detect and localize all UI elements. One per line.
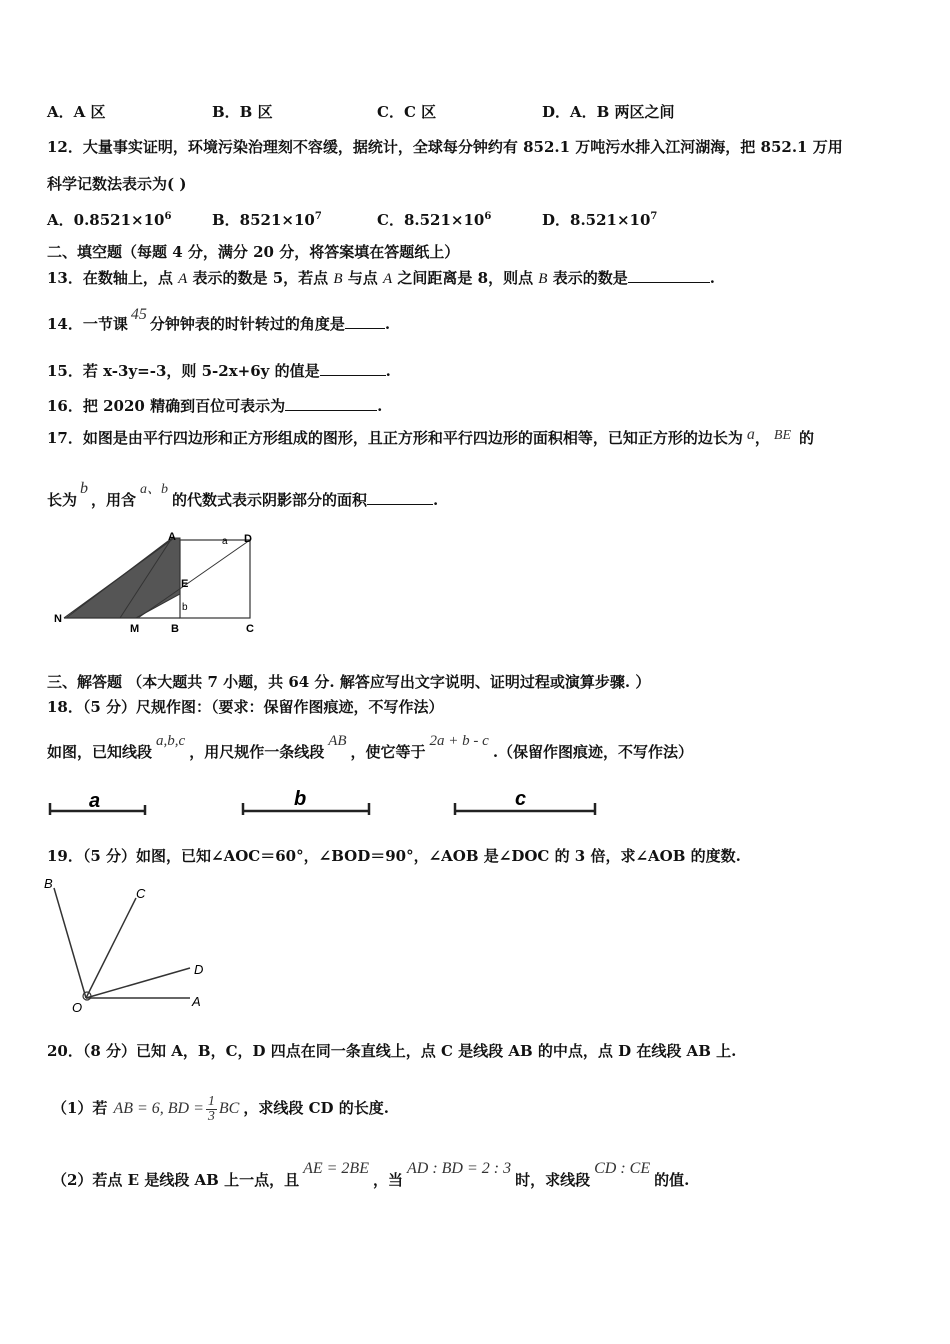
label-N: N [54,613,62,625]
label-D: D [244,533,252,545]
q13-answer-blank[interactable] [628,268,710,283]
q17-line2: 长为b，用含a、b的代数式表示阴影部分的面积 . [47,480,439,509]
label-C: C [136,886,146,901]
label-A: A [192,994,201,1009]
q16: 16．把 2020 精确到百位可表示为 . [47,397,383,415]
ray-OD [86,968,190,998]
q19-text: 19．（5 分）如图，已知∠AOC＝60°，∠BOD＝90°，∠AOB 是∠DOC 的 3 倍，求∠AOB 的度数. [47,847,741,865]
label-B: B [171,623,179,635]
label-O: O [72,1000,83,1015]
label-M: M [130,623,140,635]
q12-line1: 12．大量事实证明，环境污染治理刻不容缓，据统计，全球每分钟约有 852.1 万吨污水排入江河湖海，把 852.1 万用 [47,138,843,156]
q15-answer-blank[interactable] [320,361,386,376]
ray-OB [54,888,86,998]
label-E: E [181,578,189,590]
q11-option-c: C．C 区 [377,103,437,121]
q11-option-d: D．A．B 两区之间 [542,103,675,121]
q14-answer-blank[interactable] [345,314,385,329]
q11-option-a: A．A 区 [47,103,106,121]
segment-c-label: c [515,788,527,810]
q16-answer-blank[interactable] [285,396,377,411]
q18-title: 18．（5 分）尺规作图：（要求：保留作图痕迹，不写作法） [47,698,444,716]
segment-c [455,788,595,815]
section3-heading: 三、解答题 （本大题共 7 小题，共 64 分. 解答应写出文字说明、证明过程或演算步骤. ） [47,673,651,691]
q12-option-b: B．$8521\times 10^7$ [212,211,322,229]
q17-figure [50,530,265,640]
fraction-one-third: $\frac{1}{3}$ [207,1093,215,1124]
segment-a-label: a [89,790,101,812]
q12-option-d: D．$8.521\times 10^7$ [542,211,658,229]
square [180,540,250,618]
q18-segments [45,785,605,820]
q15: 15．若 x-3y=-3，则 5-2x+6y 的值是 . [47,362,391,380]
q20-part1: （1）若 AB = 6, BD = $\frac{1}{3}$ BC ，求线段 CD 的长度. [52,1093,389,1124]
label-A: A [168,531,176,543]
q20-part2: （2）若点 E 是线段 AB 上一点，且AE = 2BE，当AD : BD = 2 : 3时，求线段CD : CE的值. [52,1160,690,1189]
segment-a [50,790,145,815]
segment-b [243,788,369,815]
segment-b-label: b [294,788,307,810]
q12-option-c: C．$8.521\times 10^6$ [377,211,492,229]
q17-answer-blank[interactable] [367,490,433,505]
q20-title: 20．（8 分）已知 A，B，C，D 四点在同一条直线上，点 C 是线段 AB 的中点，点 D 在线段 AB 上. [47,1042,737,1060]
q17-line1: 17．如图是由平行四边形和正方形组成的图形，且正方形和平行四边形的面积相等，已知正方形的边长为 a， BE 的 [47,426,815,447]
q12-option-a: A．$0.8521\times 10^6$ [47,211,172,229]
label-B: B [44,876,53,891]
section2-heading: 二、填空题（每题 4 分，满分 20 分，将答案填在答题纸上） [47,243,460,261]
q11-option-b: B．B 区 [212,103,273,121]
q19-figure [40,872,210,1017]
shaded-parallelogram [66,538,180,618]
q18-body: 如图，已知线段a,b,c，用尺规作一条线段AB，使它等于2a + b - c.（保留作图痕迹，不写作法） [47,733,694,761]
label-b: b [182,602,188,613]
q13: 13．在数轴上，点 A 表示的数是 5，若点 B 与点 A 之间距离是 8，则点 B 表示的数是 . [47,269,715,287]
ray-OC [86,898,136,998]
q12-line2: 科学记数法表示为( ) [47,175,187,193]
label-a: a [222,536,228,547]
label-D: D [194,962,204,977]
label-C: C [246,623,254,635]
q14: 14．一节课45分钟钟表的时针转过的角度是 . [47,306,391,333]
